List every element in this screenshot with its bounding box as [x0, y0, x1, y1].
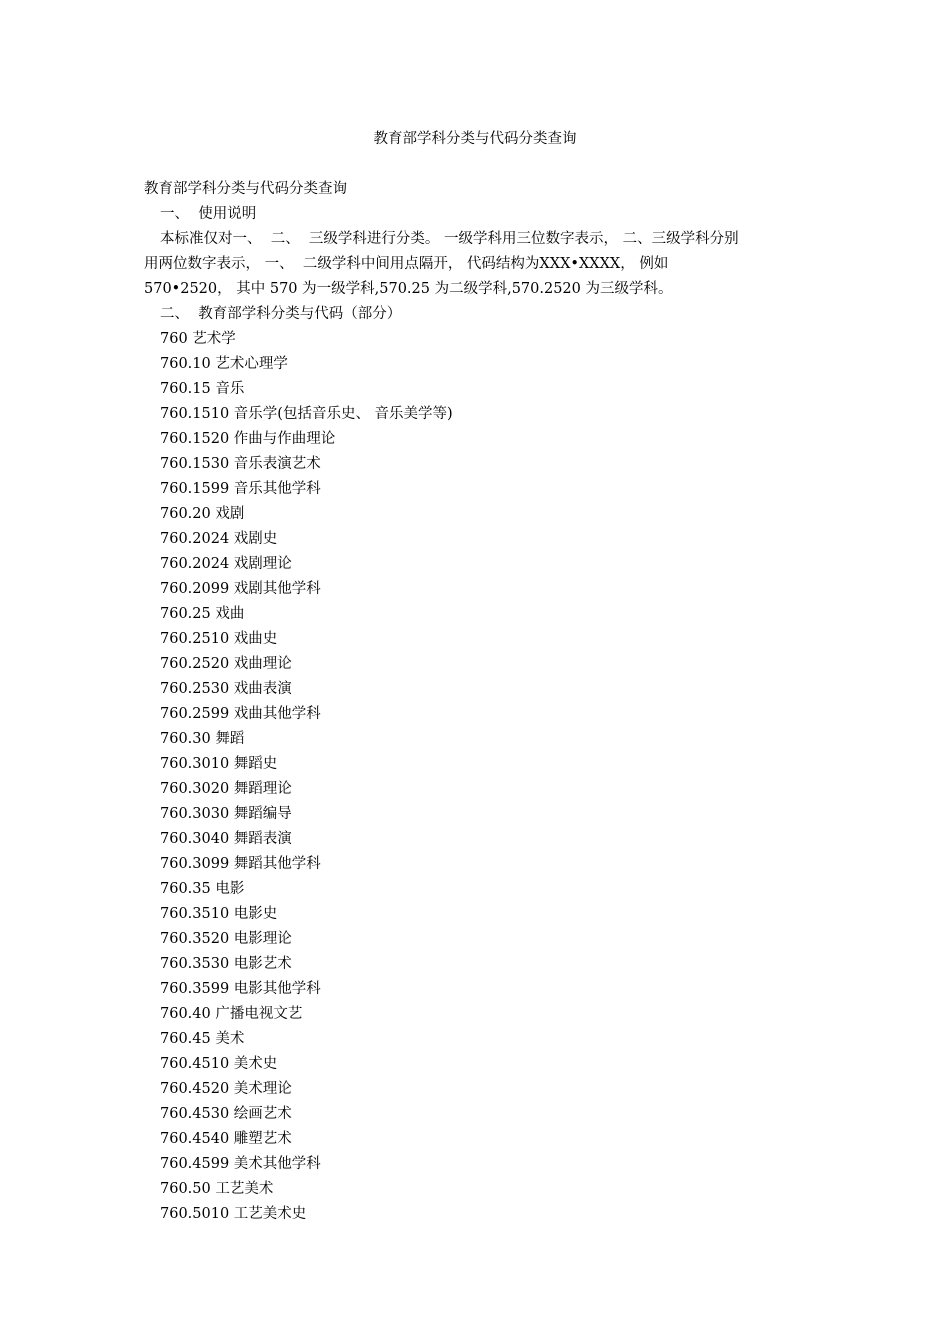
code-entry: 760.2510 戏曲史 [160, 631, 278, 647]
document-title: 教育部学科分类与代码分类查询 [373, 131, 577, 147]
section-heading-codes: 二、 教育部学科分类与代码（部分） [160, 306, 402, 322]
code-entry: 760.4520 美术理论 [160, 1081, 292, 1097]
code-entry: 760.30 舞蹈 [160, 731, 245, 747]
code-entry: 760.3010 舞蹈史 [160, 756, 278, 772]
code-entry: 760.35 电影 [160, 881, 245, 897]
code-list [144, 327, 804, 1227]
code-entry: 760.4540 雕塑艺术 [160, 1131, 292, 1147]
code-entry: 760.45 美术 [160, 1031, 245, 1047]
code-entry: 760.25 戏曲 [160, 606, 245, 622]
code-entry: 760.3510 电影史 [160, 906, 278, 922]
code-entry: 760.3040 舞蹈表演 [160, 831, 292, 847]
document-subtitle: 教育部学科分类与代码分类查询 [144, 181, 347, 197]
code-entry: 760.2530 戏曲表演 [160, 681, 292, 697]
section-heading-usage: 一、 使用说明 [160, 206, 257, 222]
code-entry: 760.5010 工艺美术史 [160, 1206, 307, 1222]
code-entry: 760.50 工艺美术 [160, 1181, 274, 1197]
code-entry: 760.3099 舞蹈其他学科 [160, 856, 321, 872]
code-entry: 760 艺术学 [160, 331, 236, 347]
document-body [144, 177, 804, 1227]
code-entry: 760.3520 电影理论 [160, 931, 292, 947]
code-entry: 760.1530 音乐表演艺术 [160, 456, 321, 472]
code-entry: 760.10 艺术心理学 [160, 356, 288, 372]
code-entry: 760.1510 音乐学(包括音乐史、 音乐美学等) [160, 406, 453, 422]
code-entry: 760.40 广播电视文艺 [160, 1006, 303, 1022]
code-entry: 760.4510 美术史 [160, 1056, 278, 1072]
usage-paragraph-line: 570•2520， 其中 570 为一级学科,570.25 为二级学科,570.2520 为三级学科。 [144, 281, 673, 297]
code-entry: 760.4599 美术其他学科 [160, 1156, 321, 1172]
code-entry: 760.2099 戏剧其他学科 [160, 581, 321, 597]
code-entry: 760.3599 电影其他学科 [160, 981, 321, 997]
usage-paragraph-line: 用两位数字表示， 一、 二级学科中间用点隔开， 代码结构为XXX•XXXX， 例如 [144, 256, 669, 272]
code-entry: 760.1520 作曲与作曲理论 [160, 431, 336, 447]
code-entry: 760.2599 戏曲其他学科 [160, 706, 321, 722]
code-entry: 760.3030 舞蹈编导 [160, 806, 292, 822]
code-entry: 760.3020 舞蹈理论 [160, 781, 292, 797]
code-entry: 760.2024 戏剧理论 [160, 556, 292, 572]
code-entry: 760.3530 电影艺术 [160, 956, 292, 972]
usage-paragraph-line: 本标准仅对一、 二、 三级学科进行分类。 一级学科用三位数字表示， 二、三级学科分别 [160, 231, 739, 247]
code-entry: 760.20 戏剧 [160, 506, 245, 522]
code-entry: 760.2024 戏剧史 [160, 531, 278, 547]
code-entry: 760.4530 绘画艺术 [160, 1106, 292, 1122]
code-entry: 760.2520 戏曲理论 [160, 656, 292, 672]
code-entry: 760.15 音乐 [160, 381, 245, 397]
code-entry: 760.1599 音乐其他学科 [160, 481, 321, 497]
